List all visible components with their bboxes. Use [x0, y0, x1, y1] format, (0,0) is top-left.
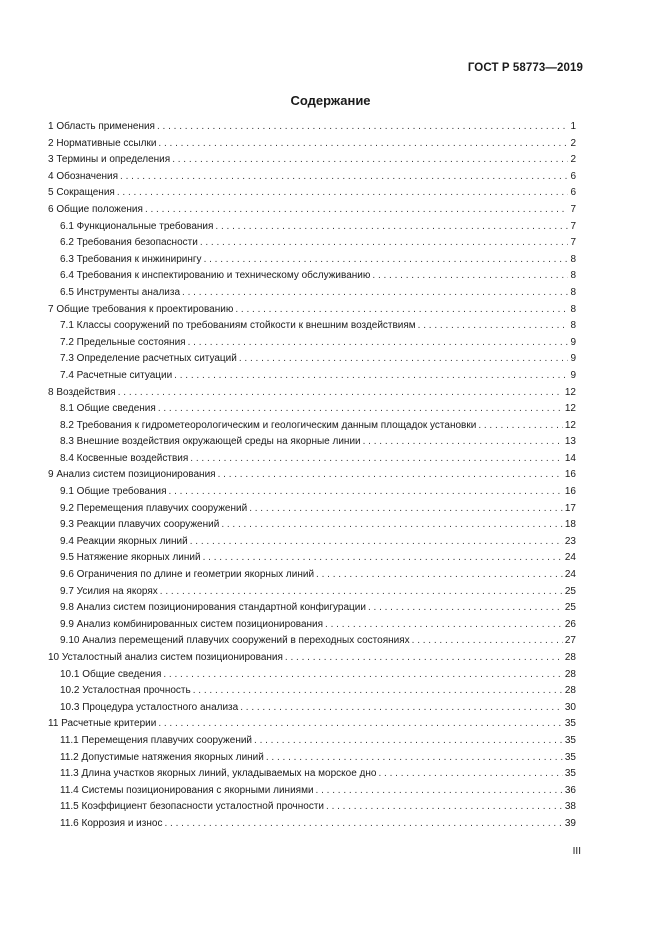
toc-leader-dots	[174, 368, 568, 385]
toc-entry-page: 38	[564, 801, 576, 813]
toc-entry-label: 9.9 Анализ комбинированных систем позиционирования	[60, 618, 324, 630]
toc-entry-label: 8 Воздействия	[48, 386, 116, 398]
toc-entry-label: 9.10 Анализ перемещений плавучих сооружений в переходных состояниях	[60, 635, 410, 647]
toc-entry-label: 6.5 Инструменты анализа	[60, 286, 181, 298]
toc-entry[interactable]	[48, 584, 576, 601]
toc-leader-dots	[172, 152, 568, 169]
toc-entry-page: 35	[564, 751, 576, 763]
toc-leader-dots	[378, 766, 562, 783]
toc-entry-page: 16	[564, 486, 576, 498]
toc-leader-dots	[158, 401, 563, 418]
toc-entry-page: 35	[564, 768, 576, 780]
toc-entry-label: 11.2 Допустимые натяжения якорных линий	[60, 751, 264, 763]
toc-entry-page: 27	[564, 635, 576, 647]
toc-entry-page: 8	[570, 320, 576, 332]
toc-entry-page: 35	[564, 718, 576, 730]
toc-entry-label: 6 Общие положения	[48, 203, 143, 215]
toc-entry-label: 8.2 Требования к гидрометеорологическим и геологическим данным площадок установки	[60, 419, 477, 431]
toc-entry[interactable]	[48, 617, 576, 634]
toc-leader-dots	[316, 567, 563, 584]
toc-entry[interactable]	[48, 418, 576, 435]
toc-entry[interactable]	[48, 252, 576, 269]
toc-entry-label: 1 Область применения	[48, 121, 155, 132]
toc-entry-label: 10.3 Процедура усталостного анализа	[60, 701, 239, 713]
toc-entry-page: 25	[564, 602, 576, 614]
toc-entry[interactable]	[48, 235, 576, 252]
toc-leader-dots	[169, 484, 563, 501]
toc-entry[interactable]	[48, 285, 576, 302]
toc-entry-label: 9.1 Общие требования	[60, 486, 167, 498]
toc-leader-dots	[118, 385, 563, 402]
toc-leader-dots	[363, 434, 563, 451]
toc-leader-dots	[158, 716, 563, 733]
toc-leader-dots	[203, 550, 563, 567]
toc-entry-label: 2 Нормативные ссылки	[48, 137, 157, 149]
toc-entry-label: 10.1 Общие сведения	[60, 668, 162, 680]
toc-entry-page: 13	[564, 436, 576, 448]
toc-entry-page: 1	[570, 121, 576, 132]
toc-leader-dots	[190, 534, 563, 551]
toc-entry[interactable]	[48, 816, 576, 833]
toc-entry[interactable]	[48, 766, 576, 783]
table-of-contents	[48, 119, 576, 833]
toc-entry[interactable]	[48, 119, 576, 136]
toc-leader-dots	[285, 650, 563, 667]
toc-entry-label: 7.2 Предельные состояния	[60, 336, 186, 348]
toc-entry-page: 30	[564, 701, 576, 713]
toc-entry-label: 11.3 Длина участков якорных линий, укладываемых на морское дно	[60, 768, 377, 780]
toc-entry-page: 28	[564, 668, 576, 680]
toc-entry-label: 8.4 Косвенные воздействия	[60, 452, 189, 464]
toc-entry-page: 28	[564, 685, 576, 697]
toc-entry[interactable]	[48, 136, 576, 153]
toc-entry-label: 5 Сокращения	[48, 187, 115, 199]
toc-entry[interactable]	[48, 467, 576, 484]
toc-entry-label: 9.8 Анализ систем позиционирования стандартной конфигурации	[60, 602, 366, 614]
toc-entry-page: 14	[564, 452, 576, 464]
toc-leader-dots	[157, 119, 568, 136]
toc-entry-page: 12	[564, 419, 576, 431]
toc-entry-label: 4 Обозначения	[48, 170, 119, 182]
toc-entry-label: 9.6 Ограничения по длине и геометрии якорных линий	[60, 569, 315, 581]
toc-entry-label: 6.3 Требования к инжинирингу	[60, 253, 202, 265]
toc-entry-page: 25	[564, 585, 576, 597]
toc-entry-page: 12	[564, 386, 576, 398]
toc-entry-label: 6.4 Требования к инспектированию и техническому обслуживанию	[60, 270, 371, 282]
toc-entry-label: 9 Анализ систем позиционирования	[48, 469, 216, 481]
toc-entry-page: 28	[564, 652, 576, 663]
toc-entry-page: 36	[564, 784, 576, 796]
toc-leader-dots	[326, 799, 563, 816]
toc-entry-page: 39	[564, 817, 576, 829]
toc-leader-dots	[182, 285, 568, 302]
toc-entry-label: 7.1 Классы сооружений по требованиям стойкости к внешним воздействиям	[60, 320, 416, 332]
toc-entry[interactable]	[48, 219, 576, 236]
toc-leader-dots	[215, 219, 568, 236]
toc-entry-page: 6	[570, 187, 576, 199]
toc-leader-dots	[368, 600, 563, 617]
toc-entry-label: 10 Усталостный анализ систем позиционирования	[48, 652, 283, 663]
toc-entry[interactable]	[48, 169, 576, 186]
toc-entry[interactable]	[48, 700, 576, 717]
toc-entry-page: 6	[570, 170, 576, 182]
toc-leader-dots	[240, 700, 563, 717]
toc-entry[interactable]	[48, 667, 576, 684]
toc-leader-dots	[239, 351, 569, 368]
toc-entry-page: 9	[570, 336, 576, 348]
toc-leader-dots	[235, 302, 568, 319]
toc-entry[interactable]	[48, 185, 576, 202]
toc-entry-page: 18	[564, 519, 576, 531]
toc-entry-page: 2	[570, 137, 576, 149]
page-title: Содержание	[290, 93, 371, 108]
page-number: III	[572, 846, 581, 857]
toc-entry-label: 7.4 Расчетные ситуации	[60, 369, 173, 381]
toc-leader-dots	[190, 451, 563, 468]
toc-entry[interactable]	[48, 302, 576, 319]
toc-entry-label: 8.3 Внешние воздействия окружающей среды на якорные линии	[60, 436, 361, 448]
toc-entry[interactable]	[48, 401, 576, 418]
toc-leader-dots	[188, 335, 569, 352]
toc-entry-label: 11 Расчетные критерии	[48, 718, 157, 730]
toc-entry-label: 9.5 Натяжение якорных линий	[60, 552, 201, 564]
toc-entry-page: 8	[570, 286, 576, 298]
toc-leader-dots	[120, 169, 568, 186]
toc-entry-page: 8	[570, 253, 576, 265]
toc-entry[interactable]	[48, 484, 576, 501]
toc-entry-page: 23	[564, 535, 576, 547]
toc-entry[interactable]	[48, 385, 576, 402]
toc-entry[interactable]	[48, 351, 576, 368]
toc-entry-page: 26	[564, 618, 576, 630]
toc-entry[interactable]	[48, 335, 576, 352]
toc-entry[interactable]	[48, 550, 576, 567]
toc-entry-label: 6.1 Функциональные требования	[60, 220, 214, 232]
toc-entry-label: 7.3 Определение расчетных ситуаций	[60, 353, 237, 365]
toc-entry[interactable]	[48, 750, 576, 767]
toc-entry-label: 9.3 Реакции плавучих сооружений	[60, 519, 220, 531]
toc-entry[interactable]	[48, 318, 576, 335]
toc-entry-page: 7	[570, 237, 576, 249]
toc-entry[interactable]	[48, 152, 576, 169]
toc-entry-page: 24	[564, 552, 576, 564]
toc-entry-page: 9	[570, 369, 576, 381]
toc-entry-page: 17	[564, 502, 576, 514]
toc-leader-dots	[163, 667, 563, 684]
toc-entry[interactable]	[48, 783, 576, 800]
toc-entry[interactable]	[48, 202, 576, 219]
toc-leader-dots	[164, 816, 562, 833]
toc-entry-label: 9.2 Перемещения плавучих сооружений	[60, 502, 248, 514]
toc-leader-dots	[412, 633, 563, 650]
toc-leader-dots	[478, 418, 563, 435]
toc-entry-label: 3 Термины и определения	[48, 154, 171, 166]
toc-entry-label: 11.6 Коррозия и износ	[60, 817, 163, 829]
toc-leader-dots	[160, 584, 563, 601]
toc-entry-page: 24	[564, 569, 576, 581]
toc-entry[interactable]	[48, 434, 576, 451]
toc-entry-page: 7	[570, 220, 576, 232]
toc-entry-page: 35	[564, 734, 576, 746]
toc-entry-label: 11.4 Системы позиционирования с якорными линиями	[60, 784, 314, 796]
toc-entry-label: 11.1 Перемещения плавучих сооружений	[60, 734, 253, 746]
toc-leader-dots	[316, 783, 563, 800]
toc-entry[interactable]	[48, 683, 576, 700]
toc-entry-page: 8	[570, 270, 576, 282]
standard-id: ГОСТ Р 58773—2019	[467, 62, 583, 74]
toc-entry[interactable]	[48, 517, 576, 534]
toc-entry-label: 11.5 Коэффициент безопасности усталостной прочности	[60, 801, 325, 813]
toc-entry[interactable]	[48, 534, 576, 551]
toc-entry[interactable]	[48, 733, 576, 750]
toc-leader-dots	[204, 252, 569, 269]
toc-leader-dots	[158, 136, 568, 153]
toc-entry-page: 16	[564, 469, 576, 481]
toc-leader-dots	[145, 202, 569, 219]
toc-entry-label: 9.4 Реакции якорных линий	[60, 535, 188, 547]
toc-entry-page: 12	[564, 403, 576, 415]
toc-leader-dots	[221, 517, 563, 534]
toc-entry-page: 9	[570, 353, 576, 365]
toc-entry[interactable]	[48, 650, 576, 667]
toc-leader-dots	[249, 501, 563, 518]
toc-entry[interactable]	[48, 501, 576, 518]
toc-entry-label: 6.2 Требования безопасности	[60, 237, 198, 249]
toc-leader-dots	[418, 318, 569, 335]
toc-entry[interactable]	[48, 368, 576, 385]
toc-entry-label: 10.2 Усталостная прочность	[60, 685, 191, 697]
toc-entry-label: 8.1 Общие сведения	[60, 403, 156, 415]
toc-entry[interactable]	[48, 633, 576, 650]
toc-leader-dots	[254, 733, 563, 750]
toc-entry[interactable]	[48, 451, 576, 468]
toc-entry-label: 9.7 Усилия на якорях	[60, 585, 158, 597]
toc-entry[interactable]	[48, 799, 576, 816]
toc-leader-dots	[372, 268, 568, 285]
toc-entry[interactable]	[48, 716, 576, 733]
toc-entry-label: 7 Общие требования к проектированию	[48, 303, 234, 315]
toc-entry-page: 2	[570, 154, 576, 166]
toc-entry[interactable]	[48, 600, 576, 617]
toc-leader-dots	[193, 683, 563, 700]
toc-leader-dots	[117, 185, 569, 202]
toc-leader-dots	[325, 617, 563, 634]
toc-entry-page: 8	[570, 303, 576, 315]
toc-entry-page: 7	[570, 203, 576, 215]
toc-entry[interactable]	[48, 268, 576, 285]
toc-entry[interactable]	[48, 567, 576, 584]
toc-leader-dots	[218, 467, 563, 484]
toc-leader-dots	[266, 750, 563, 767]
toc-leader-dots	[200, 235, 569, 252]
